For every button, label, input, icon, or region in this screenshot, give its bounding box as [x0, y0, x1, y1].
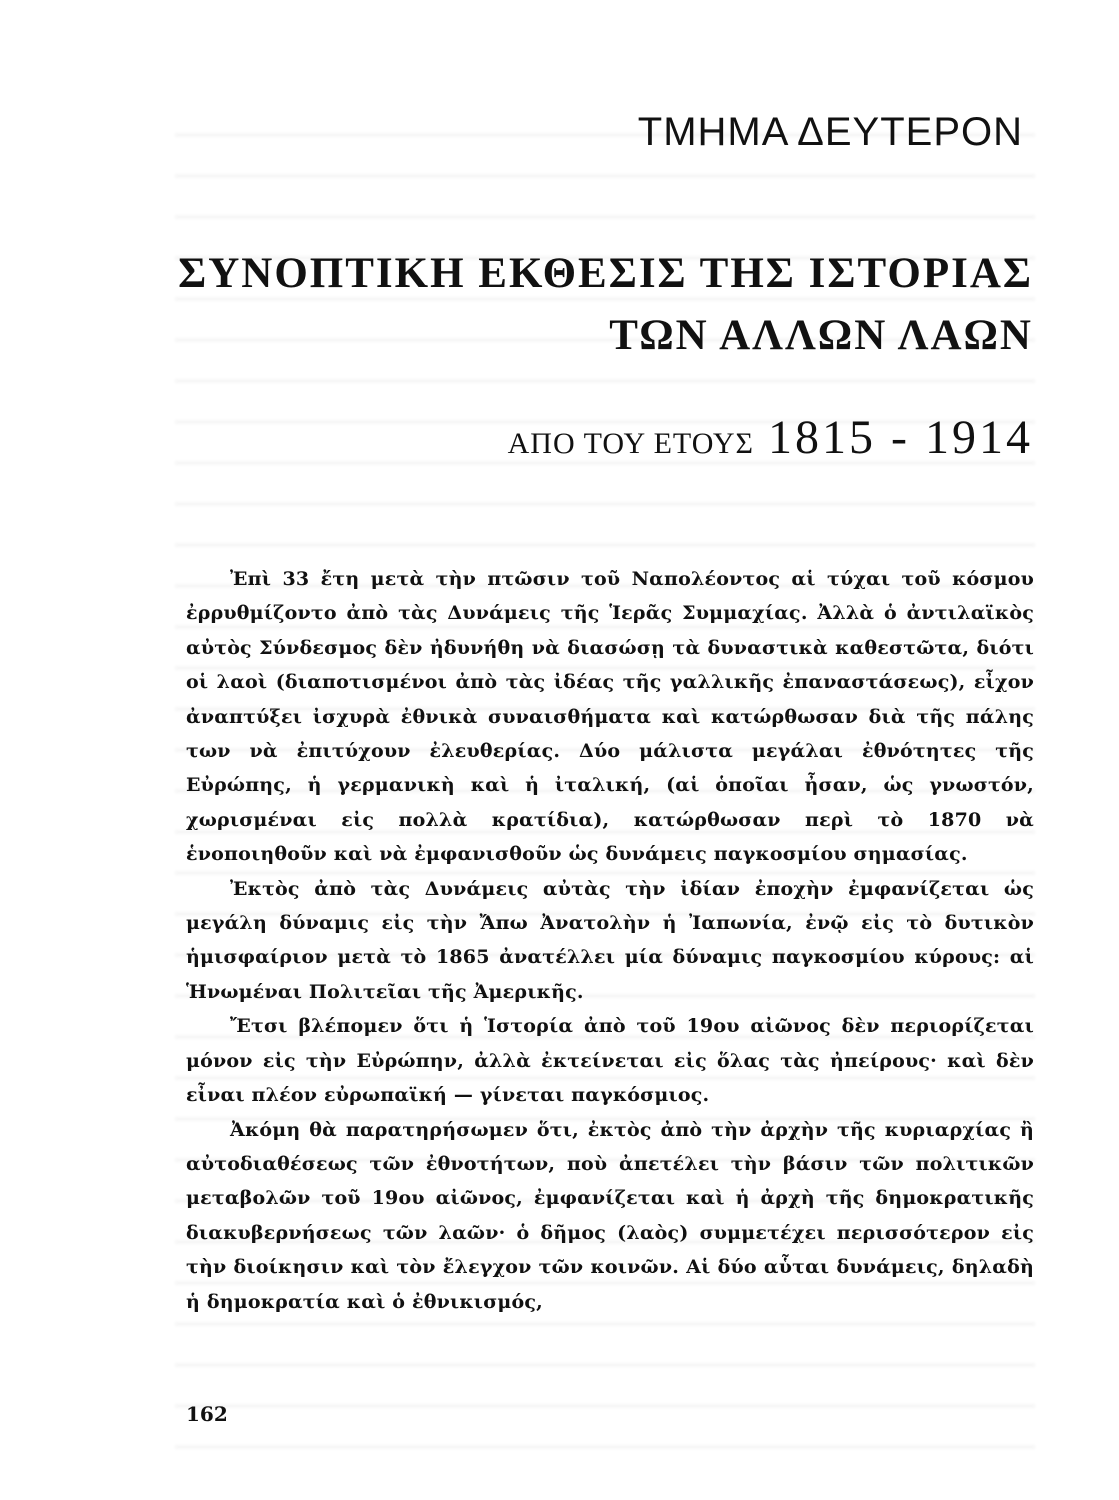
paragraph: Ἐκτὸς ἀπὸ τὰς Δυνάμεις αὐτὰς τὴν ἰδίαν ἐποχὴν ἐμφανίζεται ὡς μεγάλη δύναμις εἰς τὴν Ἄπω Ἀνατολὴν ἡ Ἰαπωνία, ἐνῷ εἰς τὸ δυτικὸν ἡμισφαίριον μετὰ τὸ 1865 ἀνατέλλει μία δύναμις παγκοσμίου κύρους: αἱ Ἡνωμέναι Πολιτεῖαι τῆς Ἀμερικῆς. — [186, 877, 1034, 1003]
body-text — [186, 562, 1034, 1319]
page-number: 162 — [186, 1402, 228, 1426]
main-title-line-1: ΣΥΝΟΠΤΙΚΗ ΕΚΘΕΣΙΣ ΤΗΣ ΙΣΤΟΡΙΑΣ — [178, 250, 1033, 297]
main-title — [178, 243, 1033, 367]
section-title: ΤΜΗΜΑ ΔΕΥΤΕΡΟΝ — [637, 110, 1023, 154]
paragraph: Ἐπὶ 33 ἔτη μετὰ τὴν πτῶσιν τοῦ Ναπολέοντος αἱ τύχαι τοῦ κόσμου ἐρρυθμίζοντο ἀπὸ τὰς Δυνάμεις τῆς Ἱερᾶς Συμμαχίας. Ἀλλὰ ὁ ἀντιλαϊκὸς αὐτὸς Σύνδεσμος δὲν ἠδυνήθη νὰ διασώσῃ τὰ δυναστικὰ καθεστῶτα, διότι οἱ λαοὶ (διαποτισμένοι ἀπὸ τὰς ἰδέας τῆς γαλλικῆς ἐπαναστάσεως), εἶχον ἀναπτύξει ἰσχυρὰ ἐθνικὰ συναισθήματα καὶ κατώρθωσαν διὰ τῆς πάλης των νὰ ἐπιτύχουν ἐλευθερίας. Δύο μάλιστα μεγάλαι ἐθνότητες τῆς Εὐρώπης, ἡ γερμανικὴ καὶ ἡ ἰταλική, (αἱ ὁποῖαι ἦσαν, ὡς γνωστόν, χωρισμέναι εἰς πολλὰ κρατίδια), κατώρθωσαν περὶ τὸ 1870 νὰ ἑνοποιηθοῦν καὶ νὰ ἐμφανισθοῦν ὡς δυνάμεις παγκοσμίου σημασίας. — [186, 568, 1034, 866]
main-title-line-2: ΤΩΝ ΑΛΛΩΝ ΛΑΩΝ — [609, 312, 1033, 359]
period-subtitle — [508, 410, 1033, 465]
period-label: ΑΠΟ ΤΟΥ ΕΤΟΥΣ — [507, 427, 755, 460]
paragraph: Ἔτσι βλέπομεν ὅτι ἡ Ἱστορία ἀπὸ τοῦ 19ου αἰῶνος δὲν περιορίζεται μόνον εἰς τὴν Εὐρώπην, ἀλλὰ ἐκτείνεται εἰς ὅλας τὰς ἠπείρους· καὶ δὲν εἶναι πλέον εὐρωπαϊκή — γίνεται παγκόσμιος. — [186, 1015, 1034, 1107]
period-years: 1815 - 1914 — [768, 411, 1033, 464]
paragraph: Ἀκόμη θὰ παρατηρήσωμεν ὅτι, ἐκτὸς ἀπὸ τὴν ἀρχὴν τῆς κυριαρχίας ἢ αὐτοδιαθέσεως τῶν ἐθνοτήτων, ποὺ ἀπετέλει τὴν βάσιν τῶν πολιτικῶν μεταβολῶν τοῦ 19ου αἰῶνος, ἐμφανίζεται καὶ ἡ ἀρχὴ τῆς δημοκρατικῆς διακυβερνήσεως τῶν λαῶν· ὁ δῆμος (λαὸς) συμμετέχει περισσότερον εἰς τὴν διοίκησιν καὶ τὸν ἔλεγχον τῶν κοινῶν. Αἱ δύο αὗται δυνάμεις, δηλαδὴ ἡ δημοκρατία καὶ ὁ ἐθνικισμός, — [186, 1118, 1034, 1313]
